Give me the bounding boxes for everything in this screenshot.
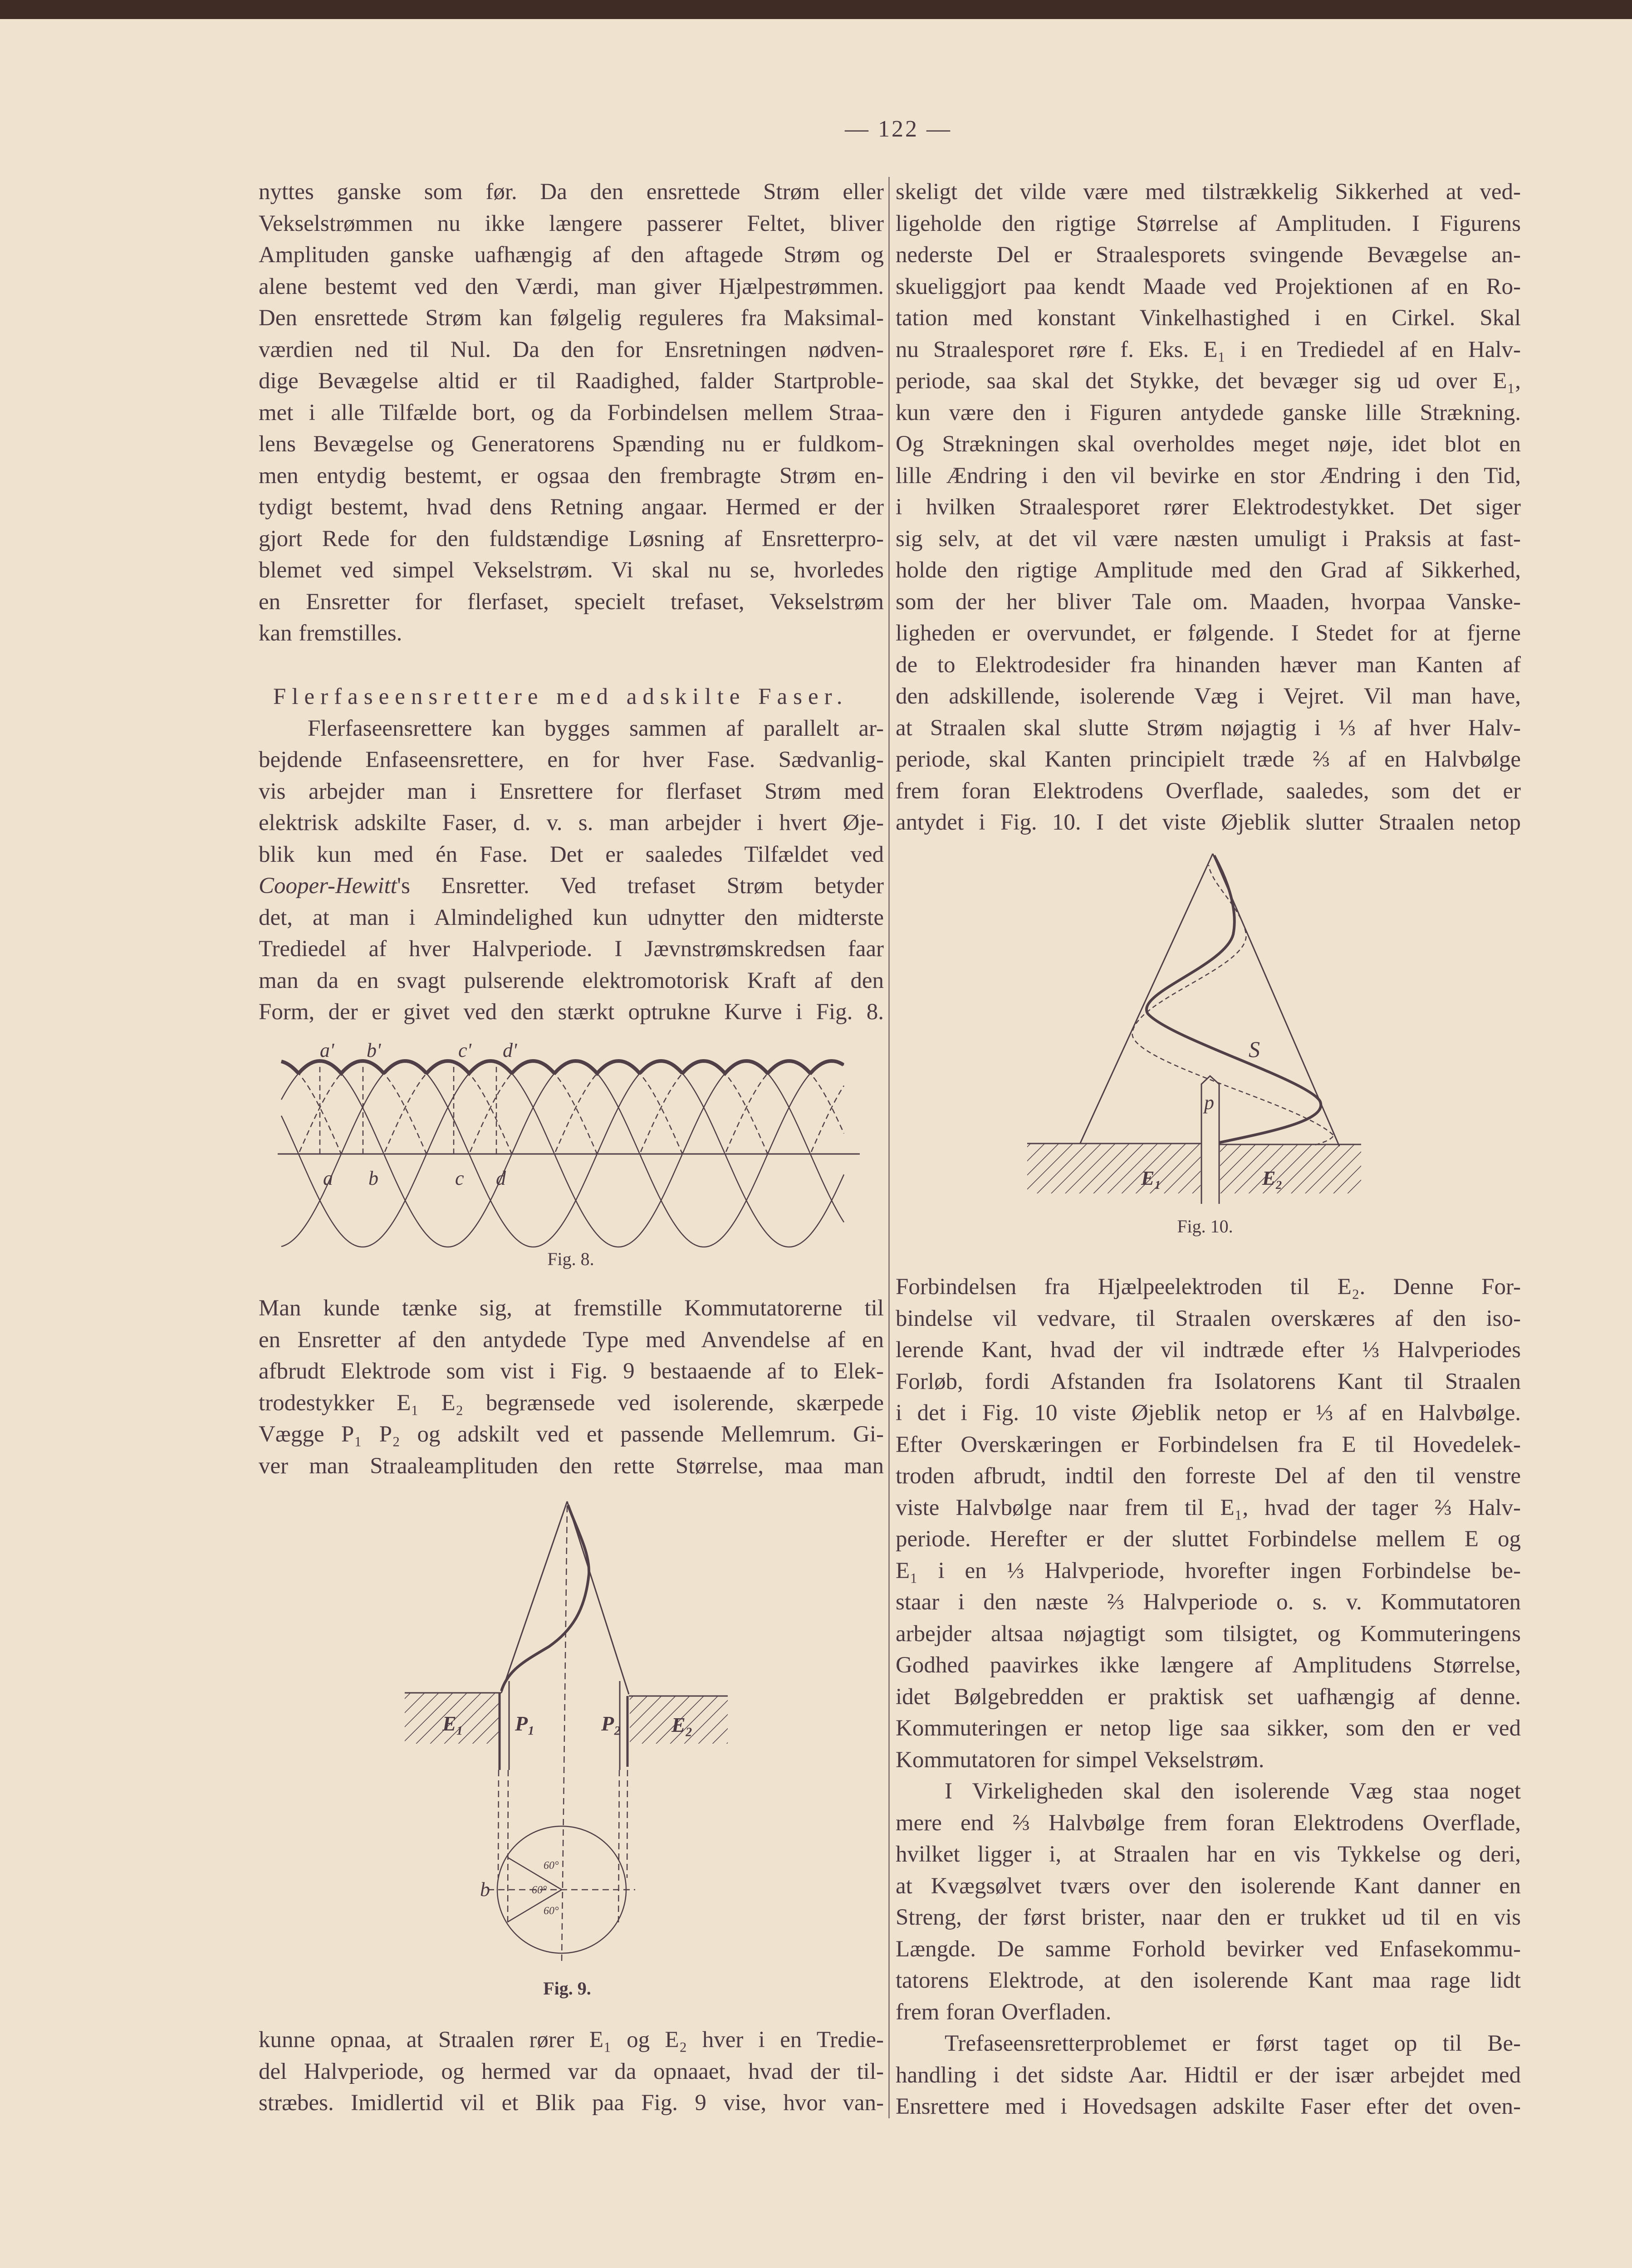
text-line: Den ensrettede Strøm kan følgelig reguleres fra Maksimal- [259,305,884,331]
text-line: i det i Fig. 10 viste Øjeblik netop er ⅓ af en Halvbølge. [896,1400,1521,1426]
fig10-label-e1: E₁ [1141,1167,1162,1189]
text-line: i hvilken Straalesporet rører Elektrodestykket. Det siger [896,494,1521,520]
text-line: at Straalen skal slutte Strøm nøjagtig i ⅓ af hver Halv- [896,715,1521,741]
text-line: met i alle Tilfælde bort, og da Forbindelsen mellem Straa- [259,400,884,425]
text-line: afbrudt Elektrode som vist i Fig. 9 bestaaende af to Elek- [259,1359,884,1384]
fig9-angle-top: 60° [544,1860,559,1872]
text-line: staar i den næste ⅔ Halvperiode o. s. v. Kommutatoren [896,1589,1521,1615]
text-line: nu Straalesporet røre f. Eks. E₁ i en Trediedel af en Halv- [896,337,1521,362]
text-line: lille Ændring i den vil bevirke en stor Ændring i den Tid, [896,463,1521,489]
text-line: Efter Overskæringen er Forbindelsen fra E til Hovedelek- [896,1432,1521,1457]
text-line: frem foran Elektrodens Overflade, saaledes, som det er [896,778,1521,804]
fig9-label-p1: P₁ [515,1712,535,1735]
text-line: idet Bølgebredden er praktisk set uafhængig af denne. [896,1684,1521,1710]
text-line: mere end ⅔ Halvbølge frem foran Elektrodens Overflade, [896,1810,1521,1836]
text-line: ver man Straaleamplituden den rette Størrelse, maa man [259,1453,884,1479]
text-line: en Ensretter af den antydede Type med Anvendelse af en [259,1327,884,1353]
fig8-rectified-envelope [281,1061,843,1074]
text-line: skueliggjort paa kendt Maade ved Projektionen af en Ro- [896,274,1521,299]
book-top-edge [0,0,1632,19]
text-line: stræbes. Imidlertid vil et Blik paa Fig. 9 vise, hvor van- [259,2090,884,2116]
text-line: Og Strækningen skal overholdes meget nøje, idet blot en [896,431,1521,457]
text-line: nederste Del er Straalesporets svingende Bevægelse an- [896,242,1521,268]
text-line: sig selv, at det vil være næsten umuligt i Praksis at fast- [896,526,1521,552]
text-line: den adskillende, isolerende Væg i Vejret. Vil man have, [896,684,1521,709]
text-line: elektrisk adskilte Faser, d. v. s. man arbejder i hvert Øje- [259,810,884,836]
text-line: Trediedel af hver Halvperiode. I Jævnstrømskredsen faar [259,936,884,962]
text-line: værdien ned til Nul. Da den for Ensretningen nødven- [259,337,884,362]
left-column-block-3 [259,1293,884,1482]
fig8-label-c: c [455,1167,464,1189]
fig8-dashed-phase-curve [281,1061,844,1154]
text-line: det, at man i Almindelighed kun udnytter den midterste [259,904,884,930]
text-line: frem foran Overfladen. [896,1999,1112,2025]
text-line: troden afbrudt, indtil den forreste Del af den til venstre [896,1463,1521,1489]
text-line: Kommuteringen er netop lige saa sikker, som den er ved [896,1716,1521,1741]
text-line: vis arbejder man i Ensrettere for flerfaset Strøm med [259,778,884,804]
fig8-label-b-prime: b' [367,1039,381,1061]
text-line [259,870,884,902]
text-line: ligheden er overvundet, er følgende. I Stedet for at fjerne [896,621,1521,646]
text-line: kan fremstilles. [259,621,402,646]
text-line: blemet ved simpel Vekselstrøm. Vi skal nu se, hvorledes [259,557,884,583]
text-line: Amplituden ganske uafhængig af den aftagede Strøm og [259,242,884,268]
text-line: Forbindelsen fra Hjælpeelektroden til E₂. Denne For- [896,1274,1521,1300]
text-line: Godhed paavirkes ikke længere af Amplitudens Størrelse, [896,1652,1521,1678]
fig9-caption: Fig. 9. [543,1978,591,1999]
fig10-label-e2: E₂ [1262,1167,1283,1189]
text-line: E₁ i en ⅓ Halvperiode, hvorefter ingen Forbindelse be- [896,1558,1521,1584]
text-line: kun være den i Figuren antydede ganske lille Strækning. [896,400,1521,425]
fig9-angle-mid: 60° [532,1884,547,1896]
text-line: blik kun med én Fase. Det er saaledes Tilfældet ved [259,841,884,867]
text-line: periode, skal Kanten principielt træde ⅔ af en Halvbølge [896,747,1521,772]
fig8-caption: Fig. 8. [547,1249,594,1269]
text-line: gjort Rede for den fuldstændige Løsning af Ensretterpro- [259,526,884,552]
text-line: de to Elektrodesider fra hinanden hæver man Kanten af [896,652,1521,678]
text-line: holde den rigtige Amplitude med den Grad af Sikkerhed, [896,557,1521,583]
fig8-label-d: d [496,1167,506,1189]
text-line: alene bestemt ved den Værdi, man giver Hjælpestrømmen. [259,274,884,299]
fig9-label-p2: P₂ [601,1712,622,1735]
text-line: nyttes ganske som før. Da den ensrettede Strøm eller [259,179,884,205]
text-line: kunne opnaa, at Straalen rører E₁ og E₂ hver i en Tredie- [259,2027,884,2053]
text-line: lens Bevægelse og Generatorens Spænding nu er fuldkom- [259,431,884,457]
column-divider [888,177,890,2118]
text-line: I Virkeligheden skal den isolerende Væg staa noget [945,1779,1521,1804]
text-line: som der her bliver Tale om. Maaden, hvorpaa Vanske- [896,589,1521,615]
left-column-block-2 [259,681,884,1028]
text-line: skeligt det vilde være med tilstrækkelig Sikkerhed at ved- [896,179,1521,205]
text-line: Længde. De samme Forhold bevirker ved Enfasekommu- [896,1936,1521,1962]
figure-8-three-phase-curves [272,1034,867,1252]
text-line: antydet i Fig. 10. I det viste Øjeblik slutter Straalen netop [896,810,1521,835]
text-line: Man kunde tænke sig, at fremstille Kommutatorerne til [259,1295,884,1321]
left-column-block-4 [259,2024,884,2119]
fig9-label-b: b [480,1878,490,1901]
fig8-label-a: a [323,1167,333,1189]
text-line: lerende Kant, hvad der vil indtræde efter ⅓ Halvperiodes [896,1337,1521,1363]
fig8-label-c-prime: c' [458,1039,471,1061]
text-line: Form, der er givet ved den stærkt optrukne Kurve i Fig. 8. [259,999,884,1025]
text-line: Ensrettere med i Hovedsagen adskilte Faser efter det oven- [896,2094,1521,2119]
fig9-angle-bottom: 60° [544,1905,559,1917]
text-line: viste Halvbølge naar frem til E₁, hvad der tager ⅔ Halv- [896,1495,1521,1520]
section-heading: Flerfaseensrettere med adskilte Faser. [273,684,848,709]
fig10-label-s: S [1249,1036,1260,1062]
text-line: dige Bevægelse altid er til Raadighed, falder Startproble- [259,368,884,394]
text-line: at Kvægsølvet tværs over den isolerende Kant danner en [896,1873,1521,1899]
text-line: bejdende Enfaseensrettere, en for hver Fase. Sædvanlig- [259,747,884,772]
text-line: Streng, der først brister, naar den er trukket ud til en vis [896,1905,1521,1930]
fig10-label-p: p [1204,1091,1214,1114]
text-line: Vægge P₁ P₂ og adskilt ved et passende Mellemrum. Gi- [259,1422,884,1447]
fig10-caption: Fig. 10. [1177,1216,1233,1237]
page-number: — 122 — [845,116,952,142]
text-line: Kommutatoren for simpel Vekselstrøm. [896,1747,1264,1773]
left-column-block-1 [259,176,884,650]
fig9-label-e2: E₂ [671,1713,693,1736]
text-line: bindelse vil vedvare, til Straalen overskæres af den iso- [896,1305,1521,1331]
figure-9-electrode-diagram [399,1492,735,1969]
text-line: periode. Herefter er der sluttet Forbindelse mellem E og [896,1526,1521,1552]
text-line: Vekselstrømmen nu ikke længere passerer Feltet, bliver [259,210,884,236]
right-column-block-2 [896,1271,1521,2123]
text-line: tydigt bestemt, hvad dens Retning angaar. Hermed er der [259,494,884,520]
text-line: Flerfaseensrettere kan bygges sammen af parallelt ar- [308,715,884,741]
fig8-label-d-prime: d' [503,1039,517,1061]
text-line: Trefaseensretterproblemet er først taget op til Be- [945,2031,1521,2056]
text-line: hvilket ligger i, at Straalen har en vis Tykkelse og deri, [896,1842,1521,1867]
text-line: en Ensretter for flerfaset, specielt trefaset, Vekselstrøm [259,589,884,615]
text-line: Forløb, fordi Afstanden fra Isolatorens Kant til Straalen [896,1369,1521,1394]
fig8-dashed-phase-curve [299,1061,844,1154]
text-line: tatorens Elektrode, at den isolerende Kant maa rage lidt [896,1968,1521,1993]
figure-10-cone-diagram [1021,844,1370,1207]
fig8-label-a-prime: a' [320,1039,334,1061]
text-line: men entydig bestemt, er ogsaa den frembragte Strøm en- [259,463,884,489]
text-line: periode, saa skal det Stykke, det bevæger sig ud over E₁, [896,368,1521,394]
italic-name: Cooper-Hewitt [259,873,397,899]
text-line: tation med konstant Vinkelhastighed i en Cirkel. Skal [896,305,1521,331]
text-line: del Halvperiode, og hermed var da opnaaet, hvad der til- [259,2058,884,2084]
right-column-block-1 [896,176,1521,839]
text-line: ligeholde den rigtige Størrelse af Amplituden. I Figurens [896,210,1521,236]
text-line: arbejder altsaa nøjagtigt som tilsigtet, og Kommuteringens [896,1621,1521,1647]
text-line: trodestykker E₁ E₂ begrænsede ved isolerende, skærpede [259,1390,884,1416]
fig9-label-e1: E₁ [442,1712,464,1735]
fig8-label-b: b [368,1167,378,1189]
text-line: man da en svagt pulserende elektromotorisk Kraft af den [259,968,884,993]
text-run: 's Ensretter. Ved trefaset Strøm betyder [397,873,884,899]
text-line: handling i det sidste Aar. Hidtil er der især arbejdet med [896,2062,1521,2088]
